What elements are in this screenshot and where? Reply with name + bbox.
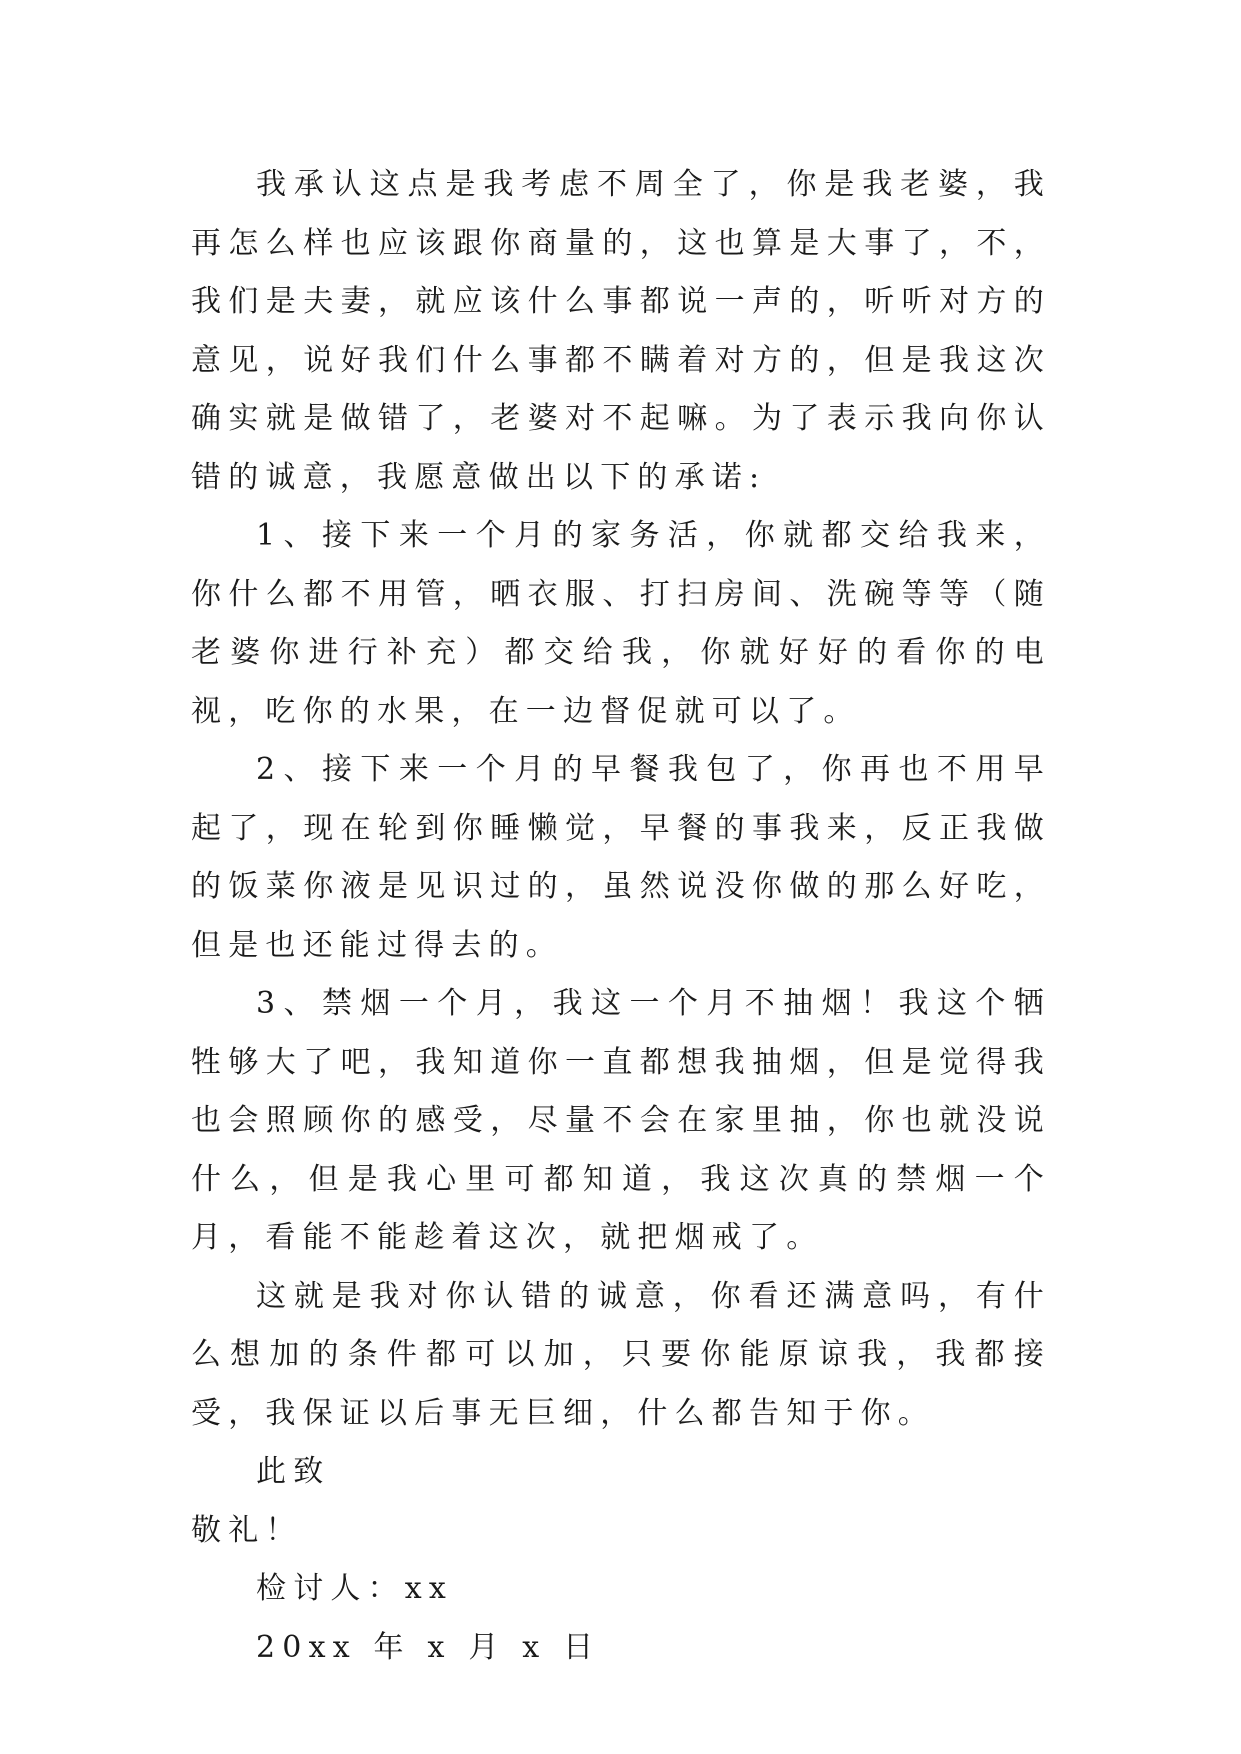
date-line: 20xx 年 x 月 x 日 — [256, 1629, 601, 1665]
salutation-cizhi: 此致 — [256, 1454, 331, 1489]
paragraph-apology: 我承认这点是我考虑不周全了，你是我老婆，我再怎么样也应该跟你商量的，这也算是大事了，不，我们是夫妻，就应该什么事都说一声的，听听对方的意见，说好我们什么事都不瞒着对方的，但是我这次确实就是做错了，老婆对不起嘛。为了表示我向你认错的诚意，我愿意做出以下的承诺: — [191, 167, 1051, 495]
promise-item-1: 1、接下来一个月的家务活，你就都交给我来，你什么都不用管，晒衣服、打扫房间、洗碗等等（随老婆你进行补充）都交给我，你就好好的看你的电视，吃你的水果，在一边督促就可以了。 — [191, 518, 1051, 729]
promise-item-2: 2、接下来一个月的早餐我包了，你再也不用早起了，现在轮到你睡懒觉，早餐的事我来，反正我做的饭菜你液是见识过的，虽然说没你做的那么好吃，但是也还能过得去的。 — [191, 752, 1051, 963]
paragraph-closing: 这就是我对你认错的诚意，你看还满意吗，有什么想加的条件都可以加，只要你能原谅我，我都接受，我保证以后事无巨细，什么都告知于你。 — [191, 1278, 1051, 1431]
letter-body — [191, 156, 1051, 1677]
signature-line: 检讨人：xx — [256, 1571, 454, 1606]
promise-item-3: 3、禁烟一个月，我这一个月不抽烟！我这个牺牲够大了吧，我知道你一直都想我抽烟，但是觉得我也会照顾你的感受，尽量不会在家里抽，你也就没说什么，但是我心里可都知道，我这次真的禁烟一个月，看能不能趁着这次，就把烟戒了。 — [191, 986, 1051, 1255]
salutation-jingli: 敬礼！ — [191, 1512, 303, 1548]
